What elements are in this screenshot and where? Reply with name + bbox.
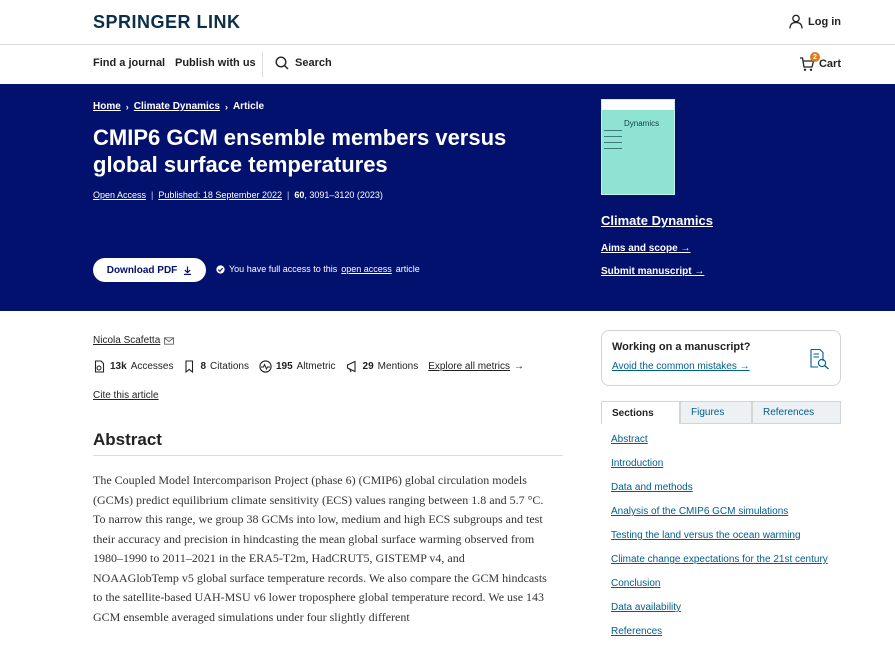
search-icon (275, 56, 289, 70)
section-link-introduction[interactable]: Introduction (611, 458, 664, 469)
mentions-metric (346, 360, 419, 373)
tab-references[interactable]: References (752, 401, 841, 424)
cart-button[interactable] (799, 53, 841, 72)
article-metrics (93, 360, 524, 373)
document-icon (93, 360, 106, 373)
manuscript-help-box (601, 330, 841, 386)
article-title: CMIP6 GCM ensemble members versus global surface temperatures (93, 125, 507, 177)
aims-label: Aims and scope (601, 243, 678, 254)
citations-metric (183, 360, 248, 373)
email-icon (164, 337, 174, 345)
section-link-testing[interactable]: Testing the land versus the ocean warming (611, 530, 801, 541)
aims-and-scope-link[interactable] (601, 243, 690, 254)
open-access-link[interactable]: Open Access (93, 190, 147, 200)
page-range: , 3091–3120 (2023) (304, 190, 383, 200)
document-search-icon (808, 348, 830, 370)
download-pdf-button[interactable] (93, 258, 206, 282)
altmetric-value: 195 (275, 361, 293, 372)
check-circle-icon (216, 265, 225, 274)
volume-info (294, 190, 383, 200)
journal-name-link[interactable]: Climate Dynamics (601, 213, 713, 228)
user-icon (789, 14, 803, 29)
submit-label: Submit manuscript (601, 266, 692, 277)
citations-label: Citations (210, 361, 249, 372)
search-button[interactable] (275, 56, 332, 70)
megaphone-icon (346, 360, 359, 373)
citation-icon (183, 360, 196, 373)
arrow-right-icon: → (680, 243, 691, 254)
access-notice (216, 264, 420, 274)
author-name: Nicola Scafetta (93, 335, 161, 346)
accesses-label: Accesses (130, 361, 174, 372)
cite-article-link[interactable]: Cite this article (93, 390, 159, 401)
explore-metrics-link[interactable]: Explore all metrics (428, 361, 510, 372)
abstract-text: The Coupled Model Intercomparison Project (phase 6) (CMIP6) global circulation models (GCMs) predict equilibrium climate sensitivity (ECS) values ranging between 1.8 and 5.7 °C. To narrow this range, we group 38 GCMs into low, medium and high ECS subgroups and test their accuracy and precision in hindcasting the mean global surface warming observed from 1980–1990 to 2011–2021 in the ERA5-T2m, HadCRUT5, GISTEMP v4, and NOAAGlobTemp v5 global surface temperature records. We also compare the GCM hindcasts to the satellite-based UAH-MSU v6 lower troposphere global temperature record. We use 143 GCM ensemble averaged simulations under four slightly different (93, 473, 547, 624)
access-suffix: article (395, 264, 420, 274)
avoid-mistakes-link[interactable] (612, 361, 750, 372)
manuscript-question: Working on a manuscript? (612, 341, 751, 353)
altmetric-label: Altmetric (296, 361, 336, 372)
section-link-abstract[interactable]: Abstract (611, 434, 648, 445)
article-hero (0, 84, 895, 311)
author-link[interactable] (93, 335, 174, 346)
breadcrumb-home[interactable]: Home (93, 101, 121, 112)
section-link-expectations[interactable]: Climate change expectations for the 21st century (611, 554, 828, 565)
submit-manuscript-link[interactable] (601, 266, 704, 277)
section-list (611, 434, 828, 650)
download-icon (183, 266, 192, 275)
accesses-metric (93, 360, 173, 373)
altmetric-icon (259, 360, 272, 373)
citations-value: 8 (200, 361, 207, 372)
accesses-value: 13k (110, 361, 127, 372)
altmetric-metric (259, 360, 336, 373)
search-label: Search (295, 57, 332, 69)
arrow-right-icon: → (739, 361, 750, 372)
springer-link-logo[interactable]: SPRINGER LINK (93, 12, 241, 32)
find-journal-link[interactable]: Find a journal (93, 57, 166, 69)
tab-figures[interactable]: Figures (680, 401, 752, 424)
login-label: Log in (808, 15, 841, 28)
breadcrumb-journal[interactable]: Climate Dynamics (133, 101, 220, 112)
tab-sections[interactable]: Sections (601, 401, 680, 424)
section-link-conclusion[interactable]: Conclusion (611, 578, 661, 589)
chevron-right-icon: › (125, 101, 129, 112)
main-nav (0, 45, 895, 84)
journal-cover[interactable] (601, 99, 675, 195)
volume-number: 60 (294, 190, 305, 200)
nav-divider (262, 52, 263, 77)
published-date-link[interactable]: Published: 18 September 2022 (158, 190, 282, 200)
download-pdf-label: Download PDF (106, 264, 178, 276)
section-link-data-availability[interactable]: Data availability (611, 602, 682, 613)
section-link-analysis[interactable]: Analysis of the CMIP6 GCM simulations (611, 506, 789, 517)
open-access-inline-link[interactable]: open access (341, 264, 392, 274)
access-text: You have full access to this (229, 264, 338, 274)
section-link-references[interactable]: References (611, 626, 663, 637)
breadcrumb-current: Article (232, 101, 265, 112)
cart-count-badge: 2 (810, 52, 820, 62)
chevron-right-icon: › (224, 101, 228, 112)
site-header (0, 0, 895, 45)
mentions-value: 29 (362, 361, 374, 372)
avoid-mistakes-label: Avoid the common mistakes (612, 361, 737, 372)
cover-title: Dynamics (624, 119, 660, 128)
arrow-right-icon: → (513, 361, 524, 372)
sidebar-tabs (601, 401, 841, 424)
login-button[interactable] (789, 14, 841, 29)
arrow-right-icon: → (694, 266, 705, 277)
breadcrumb (93, 101, 264, 112)
cart-label: Cart (818, 58, 841, 70)
section-link-data-and-methods[interactable]: Data and methods (611, 482, 693, 493)
article-meta: Open Access | Published: 18 September 2022 | 60, 3091–3120 (2023) (93, 190, 383, 200)
mentions-label: Mentions (377, 361, 419, 372)
publish-with-us-link[interactable]: Publish with us (175, 57, 256, 69)
abstract-divider (93, 455, 563, 456)
abstract-heading: Abstract (93, 430, 162, 449)
